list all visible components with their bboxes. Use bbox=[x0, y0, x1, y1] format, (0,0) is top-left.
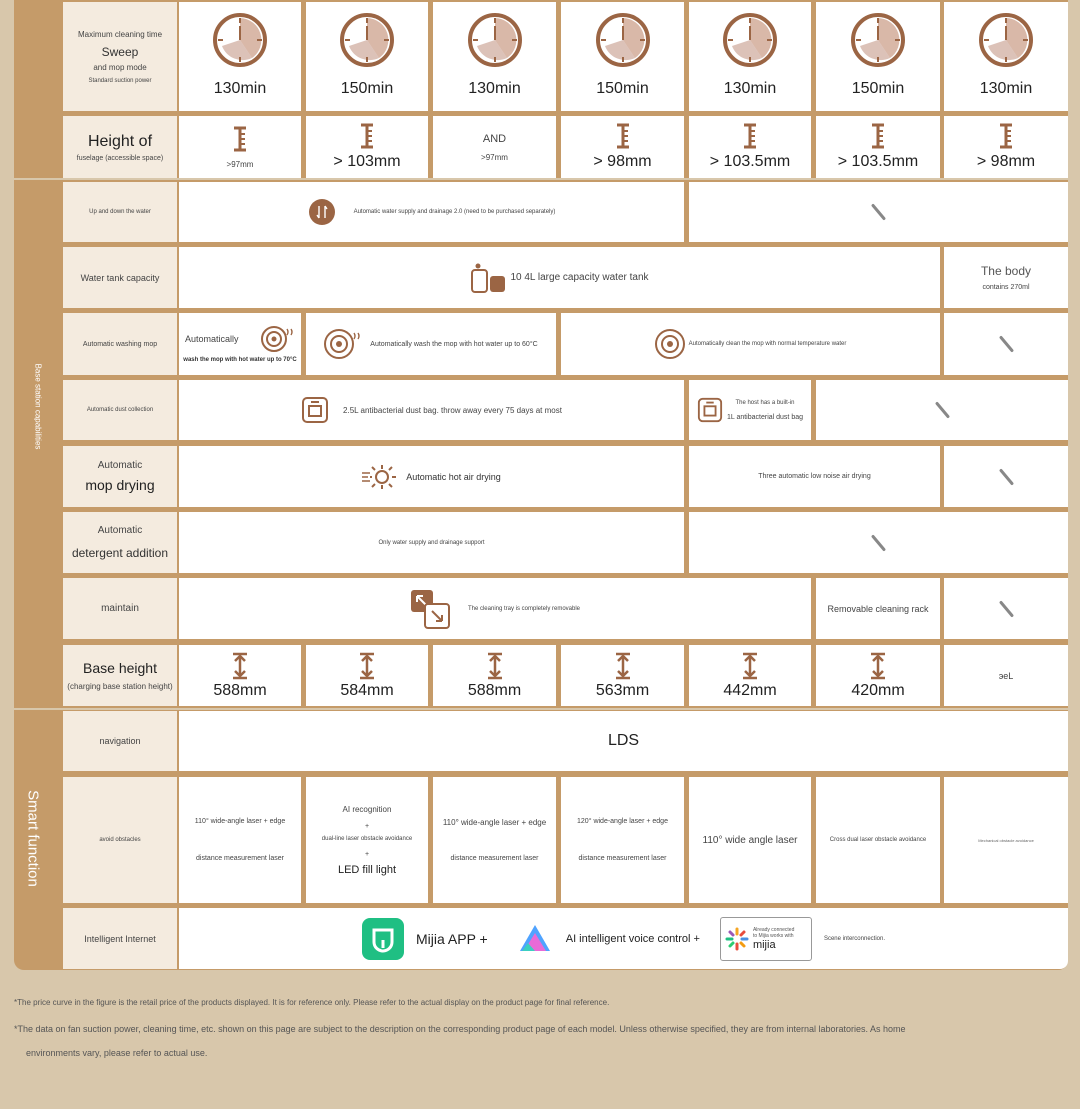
label-tank bbox=[63, 247, 177, 308]
label-avoid bbox=[63, 777, 177, 903]
navigation-cell bbox=[179, 711, 1068, 771]
tank-side bbox=[944, 247, 1068, 308]
label-wash bbox=[63, 313, 177, 375]
clock-icon bbox=[339, 12, 395, 68]
cleaning-time-cell bbox=[816, 2, 940, 111]
cleaning-time-cell bbox=[306, 2, 428, 111]
base-last-text: эeL bbox=[998, 670, 1014, 681]
avoid-line: + bbox=[364, 822, 370, 830]
base-height-value: 563mm bbox=[595, 681, 650, 699]
mijia-app-label: Mijia APP + bbox=[416, 930, 488, 947]
dash-icon bbox=[871, 203, 886, 220]
label-line: detergent addition bbox=[71, 546, 169, 560]
fuselage-height-value: >97mm bbox=[481, 152, 508, 162]
mop-wash-icon bbox=[261, 325, 295, 353]
mijia-logo-icon bbox=[725, 927, 749, 951]
dash-icon bbox=[934, 401, 949, 418]
label-drying bbox=[63, 446, 177, 507]
dash-icon bbox=[998, 600, 1013, 617]
fuselage-height-value: > 103.5mm bbox=[837, 153, 919, 170]
dust-line: The host has a built-in bbox=[735, 399, 795, 406]
avoid-line: 110° wide-angle laser + edge bbox=[194, 818, 286, 825]
label-maintain bbox=[63, 578, 177, 639]
footnote-3: environments vary, please refer to actual use. bbox=[26, 1048, 208, 1058]
avoid-line: LED fill light bbox=[337, 863, 397, 876]
label-line: Water tank capacity bbox=[80, 272, 160, 283]
cleaning-time-cell bbox=[689, 2, 811, 111]
label-line: and mop mode bbox=[93, 62, 147, 72]
height-ruler-icon bbox=[740, 123, 760, 149]
base-height-value: 588mm bbox=[467, 681, 522, 699]
dash-icon bbox=[998, 335, 1013, 352]
mijia-app-icon bbox=[362, 918, 404, 960]
label-line: fuselage (accessible space) bbox=[76, 154, 164, 162]
maintain-rack-text: Removable cleaning rack bbox=[827, 603, 929, 614]
section-base-station: Base station capabilities bbox=[33, 363, 43, 450]
avoid-line: Cross dual laser obstacle avoidance bbox=[829, 837, 927, 843]
base-height-cell bbox=[179, 645, 301, 706]
avoid-line: AI recognition bbox=[342, 804, 392, 814]
fuselage-height-value: >97mm bbox=[226, 159, 254, 169]
avoid-line: + bbox=[364, 850, 370, 858]
base-height-value: 442mm bbox=[723, 681, 777, 699]
mijia-badge bbox=[720, 917, 812, 961]
label-line: navigation bbox=[99, 736, 141, 746]
label-line: Sweep bbox=[101, 44, 139, 59]
voice-assistant-icon bbox=[518, 923, 552, 955]
label-line: Automatic dust collection bbox=[86, 407, 154, 413]
wash-normal bbox=[561, 313, 940, 375]
cleaning-time-cell bbox=[179, 2, 301, 111]
base-height-value: 588mm bbox=[213, 681, 267, 699]
label-line: Automatic bbox=[97, 525, 143, 536]
dry-text: Automatic hot air drying bbox=[406, 471, 501, 482]
water-drop-icon bbox=[308, 198, 336, 226]
detergent-na bbox=[689, 512, 1068, 573]
clock-icon bbox=[467, 12, 523, 68]
wash-60-text: Automatically wash the mop with hot water up to 60°C bbox=[370, 340, 538, 348]
clock-icon bbox=[978, 12, 1034, 68]
fuselage-height-value: > 103.5mm bbox=[709, 153, 791, 170]
avoid-line: Mechanical obstacle avoidance bbox=[978, 837, 1034, 843]
height-ruler-icon bbox=[357, 123, 377, 149]
avoid-6 bbox=[816, 777, 940, 903]
label-cleaning-time bbox=[63, 2, 177, 111]
height-ruler-icon bbox=[230, 126, 250, 152]
detergent-cell bbox=[179, 512, 684, 573]
cleaning-time-cell bbox=[561, 2, 684, 111]
section-smart: Smart function bbox=[24, 790, 42, 887]
label-detergent bbox=[63, 512, 177, 573]
maintain-cell bbox=[179, 578, 811, 639]
cleaning-time-value: 130min bbox=[468, 80, 521, 97]
base-height-cell bbox=[306, 645, 428, 706]
mop-clean-icon bbox=[655, 328, 687, 360]
label-internet bbox=[63, 908, 177, 969]
avoid-line: distance measurement laser bbox=[450, 855, 539, 862]
sun-dry-icon bbox=[362, 463, 398, 491]
clock-icon bbox=[595, 12, 651, 68]
dash-icon bbox=[998, 468, 1013, 485]
base-height-icon bbox=[230, 652, 250, 680]
removable-tray-icon bbox=[410, 589, 450, 629]
dust-bag-icon bbox=[301, 396, 329, 424]
avoid-line: 120° wide-angle laser + edge bbox=[577, 818, 668, 825]
dust-na bbox=[816, 380, 1068, 440]
fuselage-height-value: > 98mm bbox=[593, 153, 652, 170]
wash-70 bbox=[179, 313, 301, 375]
wash-na bbox=[944, 313, 1068, 375]
water-text: Automatic water supply and drainage 2.0 (need to be purchased separately) bbox=[353, 209, 556, 215]
maintain-text: The cleaning tray is completely removable bbox=[467, 605, 581, 612]
voice-label: AI intelligent voice control + bbox=[565, 932, 700, 945]
label-line: Height of bbox=[87, 132, 153, 150]
water-cell bbox=[179, 182, 684, 242]
label-water bbox=[63, 182, 177, 242]
base-height-icon bbox=[485, 652, 505, 680]
label-line: avoid obstacles bbox=[99, 837, 141, 843]
label-navigation bbox=[63, 711, 177, 771]
cleaning-time-value: 150min bbox=[340, 80, 394, 97]
fuselage-height-cell bbox=[561, 116, 684, 178]
label-line: mop drying bbox=[85, 477, 155, 493]
avoid-5 bbox=[689, 777, 811, 903]
label-base-height bbox=[63, 645, 177, 706]
and-text: AND bbox=[482, 132, 507, 145]
navigation-value: LDS bbox=[607, 732, 640, 749]
avoid-2 bbox=[306, 777, 428, 903]
scene-label: Scene interconnection. bbox=[823, 935, 885, 942]
dash-icon bbox=[871, 534, 886, 551]
dry-low-text: Three automatic low noise air drying bbox=[758, 473, 871, 480]
base-cell-7 bbox=[944, 645, 1068, 706]
dust-built-in bbox=[689, 380, 811, 440]
cleaning-time-value: 150min bbox=[851, 80, 905, 97]
badge-line: Already connected bbox=[752, 926, 795, 933]
height-ruler-icon bbox=[613, 123, 633, 149]
wash-line: wash the mop with hot water up to 70°C bbox=[183, 357, 297, 363]
base-height-icon bbox=[613, 652, 633, 680]
maintain-rack bbox=[816, 578, 940, 639]
label-line: Maximum cleaning time bbox=[77, 29, 163, 39]
dust-text: 2.5L antibacterial dust bag. throw away every 75 days at most bbox=[343, 405, 562, 415]
label-line: maintain bbox=[101, 603, 139, 614]
fuselage-height-cell bbox=[689, 116, 811, 178]
base-height-icon bbox=[740, 652, 760, 680]
wash-normal-text: Automatically clean the mop with normal temperature water bbox=[688, 341, 847, 347]
dry-na bbox=[944, 446, 1068, 507]
label-dust bbox=[63, 380, 177, 440]
water-na bbox=[689, 182, 1068, 242]
detergent-text: Only water supply and drainage support bbox=[378, 539, 485, 546]
avoid-7 bbox=[944, 777, 1068, 903]
height-ruler-icon bbox=[996, 123, 1016, 149]
clock-icon bbox=[850, 12, 906, 68]
base-height-icon bbox=[868, 652, 888, 680]
cleaning-time-value: 130min bbox=[213, 80, 267, 97]
maintain-na bbox=[944, 578, 1068, 639]
footnote-1: *The price curve in the figure is the retail price of the products displayed. It is for reference only. Please refer to the actual display on the product page for final reference. bbox=[14, 998, 610, 1007]
base-height-cell bbox=[433, 645, 556, 706]
avoid-1 bbox=[179, 777, 301, 903]
label-line: Base height bbox=[83, 660, 157, 676]
internet-cell bbox=[179, 908, 1068, 969]
cleaning-time-value: 150min bbox=[596, 80, 649, 97]
label-line: (charging base station height) bbox=[67, 682, 173, 691]
cleaning-time-value: 130min bbox=[979, 80, 1033, 97]
avoid-line: distance measurement laser bbox=[196, 855, 284, 862]
label-fuselage-height bbox=[63, 116, 177, 178]
cleaning-time-cell bbox=[433, 2, 556, 111]
label-line: Automatic bbox=[97, 460, 143, 471]
avoid-3 bbox=[433, 777, 556, 903]
tank-side-line: contains 270ml bbox=[982, 284, 1030, 291]
mop-wash-icon bbox=[324, 328, 362, 360]
base-height-cell bbox=[689, 645, 811, 706]
fuselage-height-cell bbox=[306, 116, 428, 178]
cleaning-time-cell bbox=[944, 2, 1068, 111]
avoid-line: 110° wide-angle laser + edge bbox=[442, 818, 547, 827]
avoid-line: distance measurement laser bbox=[578, 855, 667, 862]
fuselage-height-cell bbox=[433, 116, 556, 178]
fuselage-height-value: > 103mm bbox=[333, 153, 401, 170]
dry-low-noise bbox=[689, 446, 940, 507]
dust-line: 1L antibacterial dust bag bbox=[726, 413, 803, 421]
fuselage-height-cell bbox=[944, 116, 1068, 178]
badge-line: to Mijia works with bbox=[752, 932, 794, 939]
label-line: Automatic washing mop bbox=[82, 340, 158, 348]
footnote-2: *The data on fan suction power, cleaning time, etc. shown on this page are subject to the description on the corresponding product page of each model. Unless otherwise specified, they are from internal laboratories. As home bbox=[14, 1024, 906, 1034]
clock-icon bbox=[212, 12, 268, 68]
wash-60 bbox=[306, 313, 556, 375]
tank-side-line: The body bbox=[980, 264, 1032, 278]
height-ruler-icon bbox=[868, 123, 888, 149]
label-line: Intelligent Internet bbox=[84, 933, 156, 944]
avoid-line: 110° wide angle laser bbox=[702, 834, 798, 846]
fuselage-height-cell bbox=[179, 116, 301, 178]
label-line: Standard suction power bbox=[88, 77, 152, 84]
base-height-value: 584mm bbox=[340, 681, 394, 699]
base-height-cell bbox=[561, 645, 684, 706]
water-tank-icon bbox=[470, 262, 506, 294]
dust-bag-icon bbox=[697, 397, 723, 423]
avoid-4 bbox=[561, 777, 684, 903]
dust-cell bbox=[179, 380, 684, 440]
wash-line: Automatically bbox=[185, 334, 239, 344]
tank-cell bbox=[179, 247, 940, 308]
cleaning-time-value: 130min bbox=[723, 80, 777, 97]
dry-hot bbox=[179, 446, 684, 507]
badge-line: mijia bbox=[752, 938, 776, 951]
base-height-value: 420mm bbox=[851, 681, 905, 699]
fuselage-height-value: > 98mm bbox=[976, 153, 1036, 170]
base-height-cell bbox=[816, 645, 940, 706]
tank-text: 10 4L large capacity water tank bbox=[510, 272, 649, 283]
label-line: Up and down the water bbox=[89, 209, 151, 215]
avoid-line: dual-line laser obstacle avoidance bbox=[321, 835, 413, 842]
fuselage-height-cell bbox=[816, 116, 940, 178]
clock-icon bbox=[722, 12, 778, 68]
base-height-icon bbox=[357, 652, 377, 680]
